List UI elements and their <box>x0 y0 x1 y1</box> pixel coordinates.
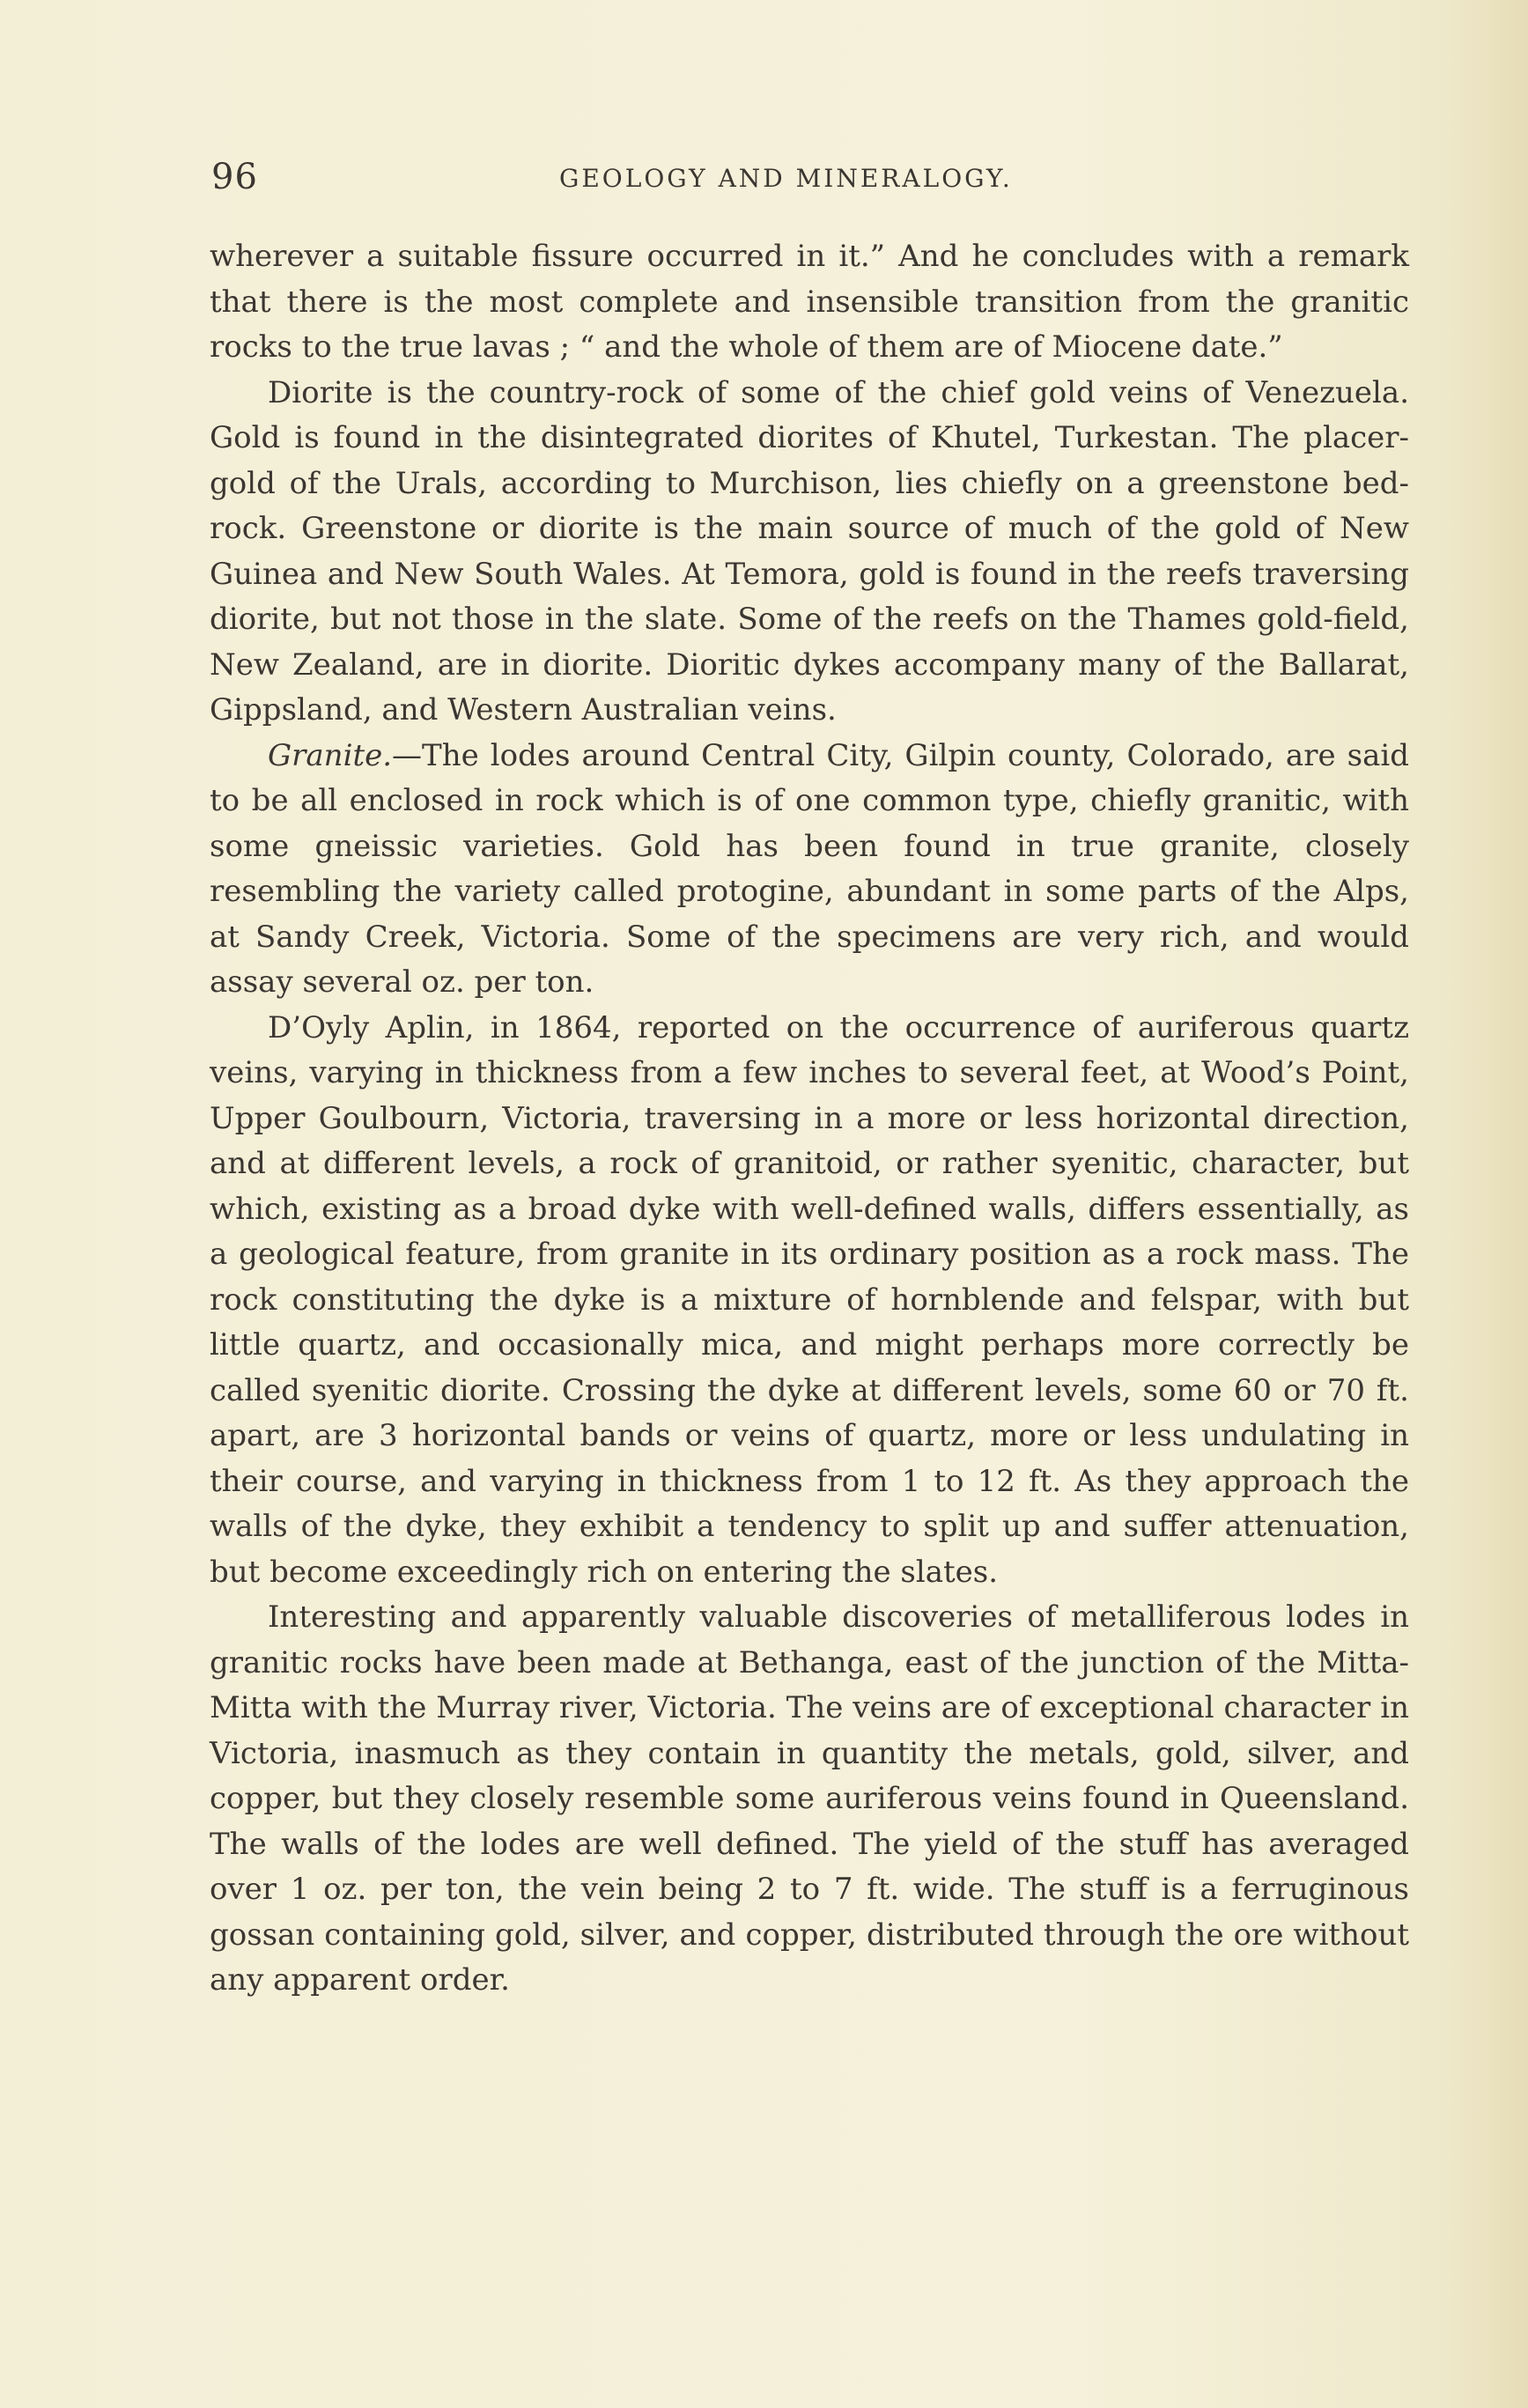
paragraph-1-text: wherever a suitable fissure occurred in it.” And he concludes with a remark that there is the most complete and insensible transition from the granitic rocks to the true lavas ; “ and the whole of them are of Miocene date.” <box>210 239 1409 365</box>
page-number: 96 <box>211 157 258 197</box>
paragraph-3 <box>210 734 1409 1006</box>
body-text <box>210 234 1409 2004</box>
section-lead-granite: Granite. <box>268 737 393 773</box>
paragraph-1 <box>210 234 1409 371</box>
paragraph-4 <box>210 1006 1409 1596</box>
paragraph-5 <box>210 1595 1409 2004</box>
paragraph-2-text: Diorite is the country-rock of some of the chief gold veins of Venezuela. Gold is found in the disintegrated diorites of Khutel, Turkestan. The placer-gold of the Urals, according to Murchison, lies chiefly on a greenstone bed-rock. Greenstone or diorite is the main source of much of the gold of New Guinea and New South Wales. At Temora, gold is found in the reefs traversing diorite, but not those in the slate. Some of the reefs on the Thames gold-field, New Zealand, are in diorite. Dioritic dykes accompany many of the Ballarat, Gippsland, and Western Australian veins. <box>210 374 1409 728</box>
running-head: GEOLOGY AND MINERALOGY. <box>559 164 1013 193</box>
paragraph-5-text: Interesting and apparently valuable discoveries of metalliferous lodes in granitic rocks have been made at Bethanga, east of the junction of the Mitta-Mitta with the Murray river, Victoria. The veins are of exceptional character in Victoria, inasmuch as they contain in quantity the metals, gold, silver, and copper, but they closely resemble some auriferous veins found in Queensland. The walls of the lodes are well defined. The yield of the stuff has averaged over 1 oz. per ton, the vein being 2 to 7 ft. wide. The stuff is a ferruginous gossan containing gold, silver, and copper, distributed through the ore without any apparent order. <box>210 1599 1409 1998</box>
page-header <box>211 157 1409 206</box>
paragraph-3-text: —The lodes around Central City, Gilpin county, Colorado, are said to be all enclosed in rock which is of one common type, chiefly granitic, with some gneissic varieties. Gold has been found in true granite, closely resembling the variety called protogine, abundant in some parts of the Alps, at Sandy Creek, Victoria. Some of the specimens are very rich, and would assay several oz. per ton. <box>210 737 1409 1000</box>
paragraph-2 <box>210 371 1409 734</box>
paragraph-4-text: D’Oyly Aplin, in 1864, reported on the occurrence of auriferous quartz veins, varying in thickness from a few inches to several feet, at Wood’s Point, Upper Goulbourn, Victoria, traversing in a more or less horizontal direction, and at different levels, a rock of granitoid, or rather syenitic, character, but which, existing as a broad dyke with well-defined walls, differs essentially, as a geological feature, from granite in its ordinary position as a rock mass. The rock constituting the dyke is a mixture of hornblende and felspar, with but little quartz, and occasionally mica, and might perhaps more correctly be called syenitic diorite. Crossing the dyke at different levels, some 60 or 70 ft. apart, are 3 horizontal bands or veins of quartz, more or less undulating in their course, and varying in thickness from 1 to 12 ft. As they approach the walls of the dyke, they exhibit a tendency to split up and suffer attenuation, but become exceedingly rich on entering the slates. <box>210 1009 1409 1590</box>
